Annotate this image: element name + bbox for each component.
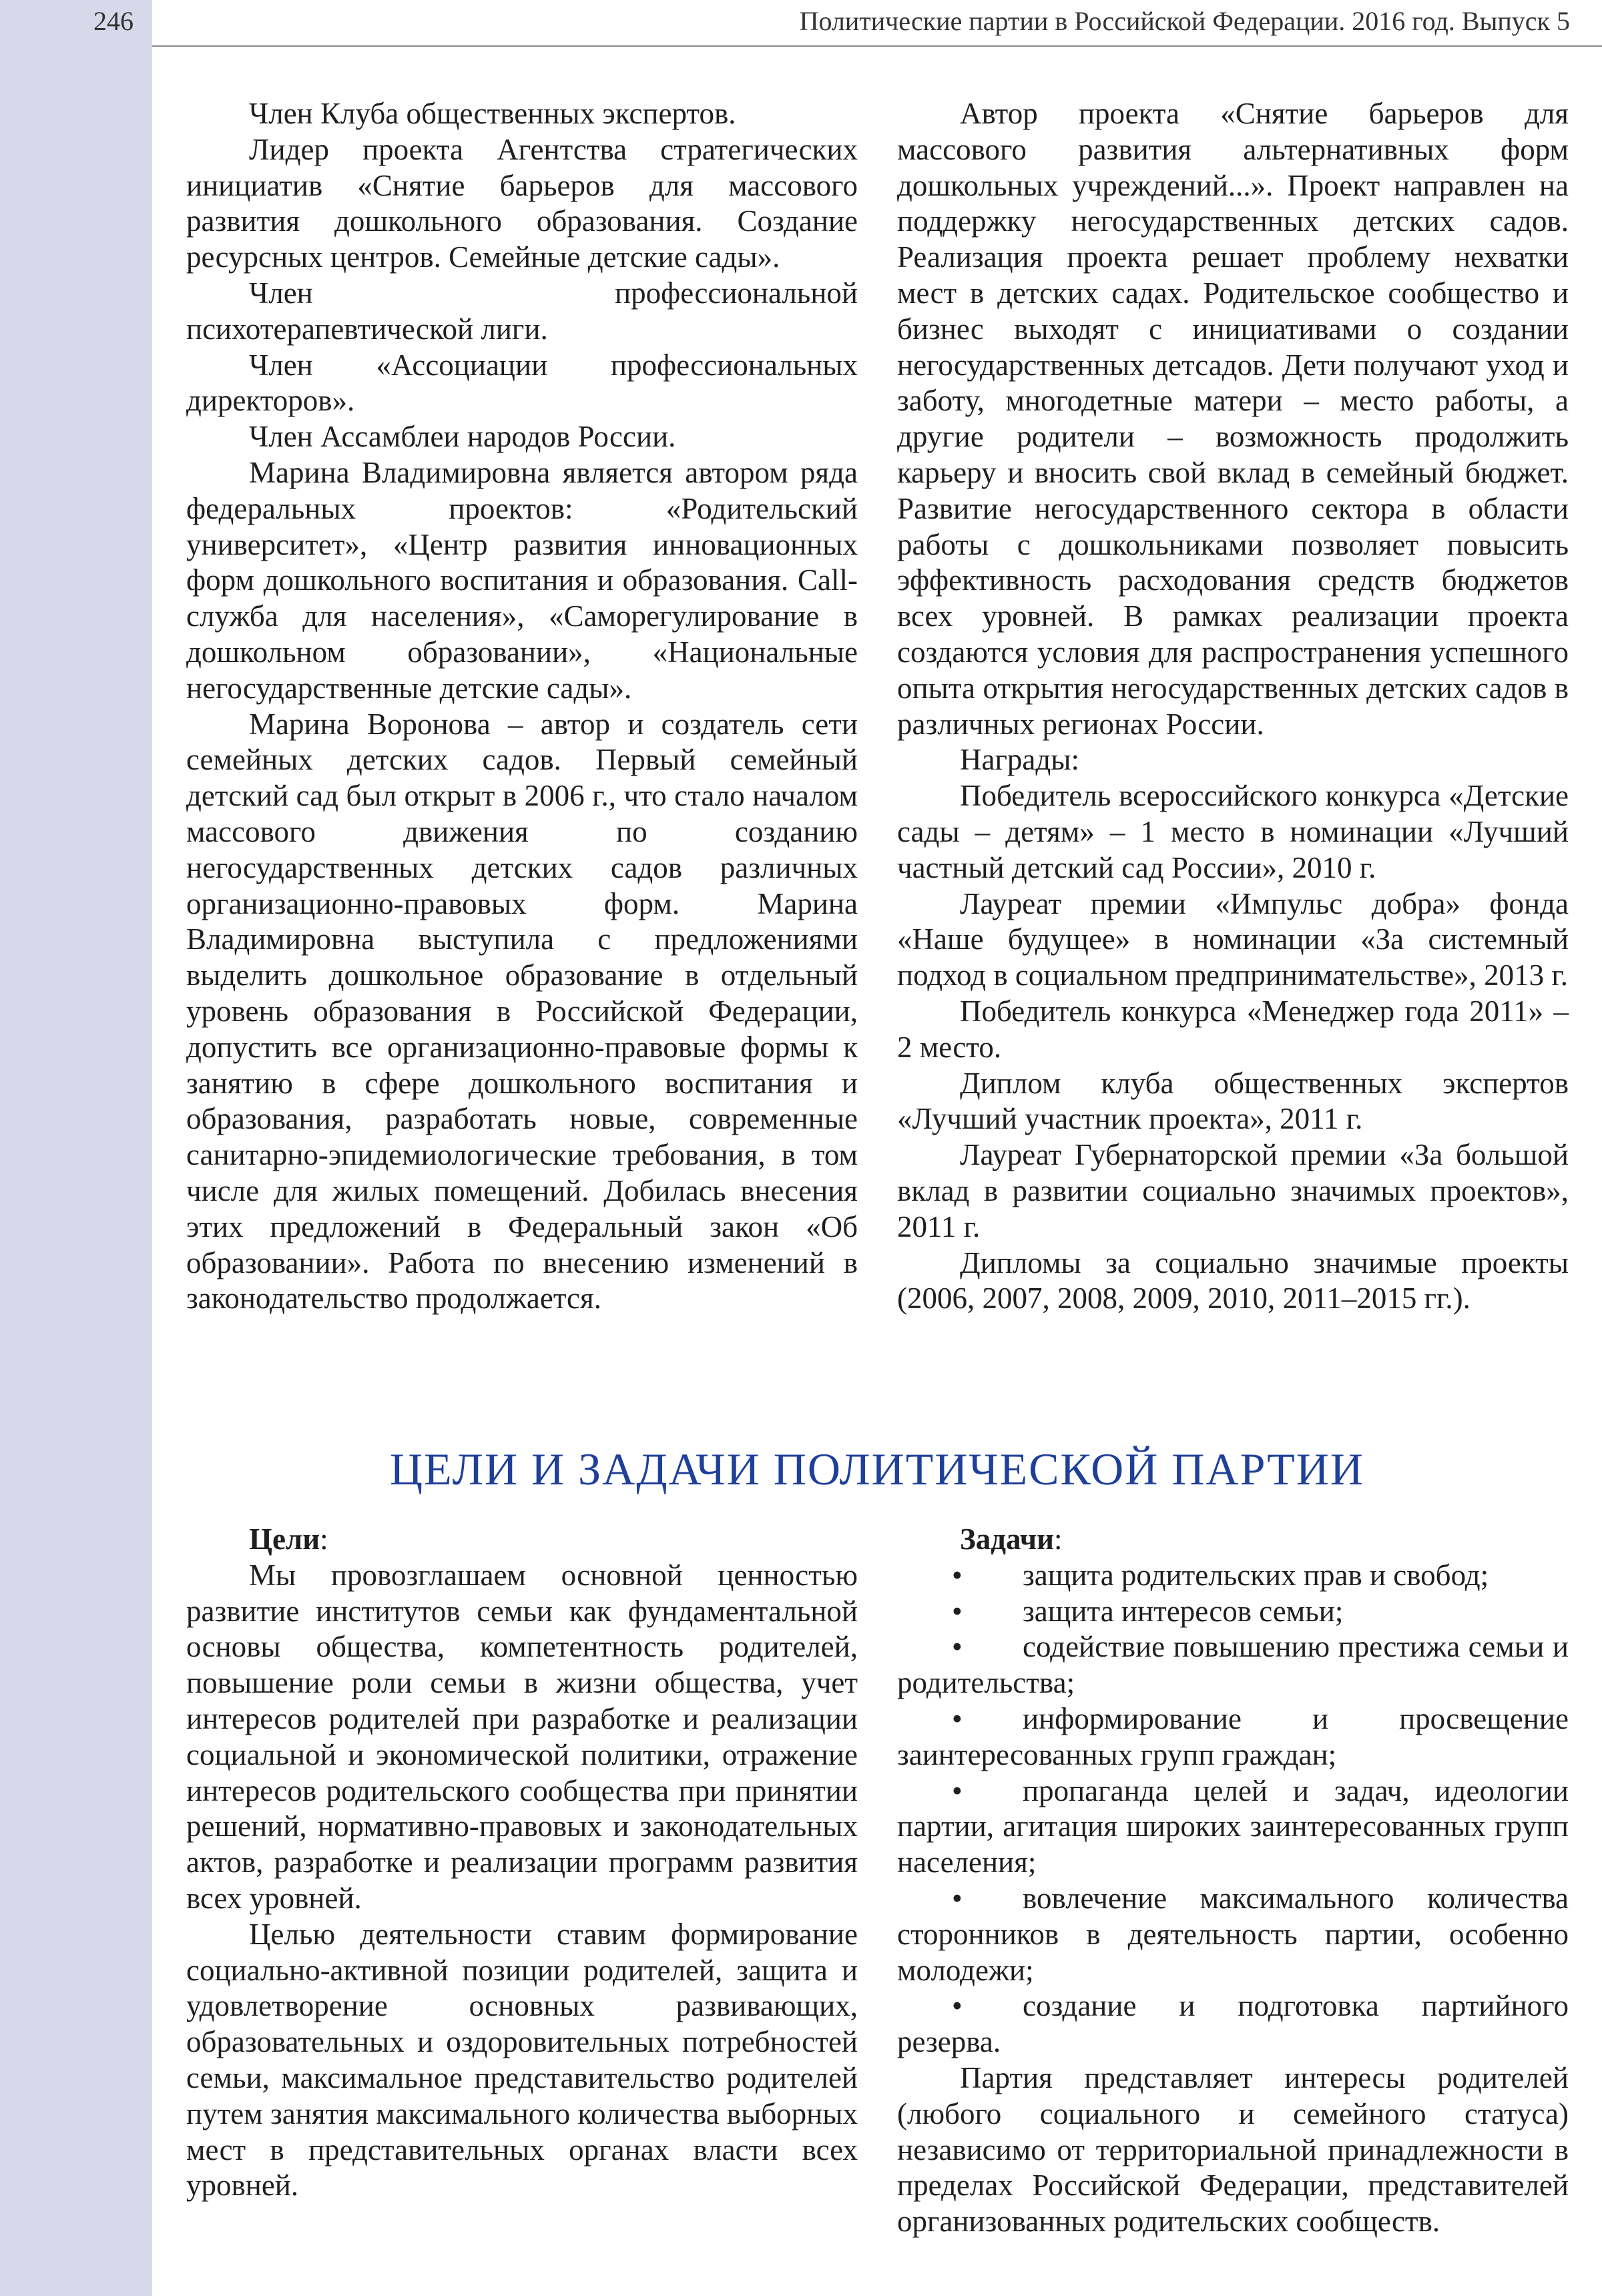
paragraph: Член Ассамблеи народов России.	[249, 420, 676, 454]
bullet-icon: •	[952, 1594, 963, 1628]
tasks-column	[897, 1522, 1569, 2240]
paragraph: Лидер проекта Агентства стратегических инициатив «Снятие барьеров для массового развития дошкольного образования. Создание ресурсных центров. Семейные детские сады».	[186, 132, 858, 274]
task-bullet	[897, 1881, 1569, 1988]
header-rule	[152, 45, 1602, 47]
left-column-top	[186, 96, 858, 1317]
task-text: создание и подготовка партийного резерва.	[897, 1989, 1569, 2059]
bullet-icon: •	[952, 1701, 963, 1735]
goals-colon: :	[320, 1522, 328, 1556]
page-number: 246	[93, 6, 134, 36]
paragraph: Автор проекта «Снятие барьеров для массового развития альтернативных форм дошкольных учреждений...». Проект направлен на поддержку негосударственных детских садов. Реализация проекта решает проблему нехватки мест в детских садах. Родительское сообщество и бизнес выходят с инициативами о создании негосударственных детсадов. Дети получают уход и заботу, многодетные матери – место работы, а другие родители – возможность продолжить карьеру и вносить свой вклад в семейный бюджет. Развитие негосударственного сектора в области работы с дошкольниками позволяет повысить эффективность расходования средств бюджетов всех уровней. В рамках реализации проекта создаются условия для распространения успешного опыта открытия негосударственных детских садов в различных регионах России.	[897, 97, 1569, 741]
goals-column	[186, 1522, 858, 2204]
award-item: Победитель конкурса «Менеджер года 2011» – 2 место.	[897, 994, 1569, 1064]
page-side-band	[0, 0, 152, 2296]
task-text: содействие повышению престижа семьи и родительства;	[897, 1630, 1569, 1700]
task-bullet	[897, 1701, 1569, 1773]
award-item: Лауреат Губернаторской премии «За большой вклад в развитии социально значимых проектов», 2011 г.	[897, 1138, 1569, 1243]
task-text: пропаганда целей и задач, идеологии партии, агитация широких заинтересованных групп населения;	[897, 1773, 1569, 1880]
task-bullet	[897, 1988, 1569, 2060]
task-text: защита интересов семьи;	[1023, 1594, 1344, 1628]
bullet-icon: •	[952, 1630, 963, 1664]
task-text: защита родительских прав и свобод;	[1023, 1558, 1489, 1592]
goals-heading	[186, 1522, 858, 1558]
running-title: Политические партии в Российской Федерации. 2016 год. Выпуск 5	[799, 6, 1570, 36]
task-bullet	[897, 1773, 1569, 1881]
paragraph: Член Клуба общественных экспертов.	[249, 97, 736, 130]
task-text: информирование и просвещение заинтересованных групп граждан;	[897, 1701, 1569, 1771]
paragraph: Мы провозглашаем основной ценностью развитие институтов семьи как фундаментальной основы общества, компетентность родителей, повышение роли семьи в жизни общества, учет интересов родителей при разработке и реализации социальной и экономической политики, отражение интересов родительского сообщества при принятии решений, нормативно-правовых и законодательных актов, разработке и реализации программ развития всех уровней.	[186, 1558, 858, 1915]
task-bullet	[897, 1594, 1569, 1630]
section-heading: ЦЕЛИ И ЗАДАЧИ ПОЛИТИЧЕСКОЙ ПАРТИИ	[390, 1444, 1364, 1494]
bullet-icon: •	[952, 1773, 963, 1807]
paragraph: Марина Воронова – автор и создатель сети семейных детских садов. Первый семейный детский сад был открыт в 2006 г., что стало началом массового движения по созданию негосударственных детских садов различных организационно-правовых форм. Марина Владимировна выступила с предложениями выделить дошкольное образование в отдельный уровень образования в Российской Федерации, допустить все организационно-правовые формы к занятию в сфере дошкольного воспитания и образования, разработать новые, современные санитарно-эпидемиологические требования, в том числе для жилых помещений. Добилась внесения этих предложений в Федеральный закон «Об образовании». Работа по внесению изменений в законодательство продолжается.	[186, 707, 858, 1316]
tasks-heading	[897, 1522, 1569, 1558]
task-bullet	[897, 1558, 1569, 1594]
awards-label: Награды:	[960, 743, 1080, 777]
award-item: Победитель всероссийского конкурса «Детские сады – детям» – 1 место в номинации «Лучший частный детский сад России», 2010 г.	[897, 779, 1569, 884]
paragraph: Член «Ассоциации профессиональных директоров».	[186, 348, 858, 418]
tasks-colon: :	[1054, 1522, 1063, 1556]
bullet-icon: •	[952, 1881, 963, 1915]
bullet-icon: •	[952, 1558, 963, 1592]
bullet-icon: •	[952, 1989, 963, 2023]
right-column-top	[897, 96, 1569, 1317]
paragraph: Партия представляет интересы родителей (любого социального и семейного статуса) независимо от территориальной принадлежности в пределах Российской Федерации, представителей организованных родительских сообществ.	[897, 2060, 1569, 2239]
task-text: вовлечение максимального количества сторонников в деятельность партии, особенно молодежи;	[897, 1881, 1569, 1987]
tasks-label: Задачи	[960, 1522, 1055, 1556]
paragraph: Член профессиональной психотерапевтической лиги.	[186, 276, 858, 346]
award-item: Дипломы за социально значимые проекты (2006, 2007, 2008, 2009, 2010, 2011–2015 гг.).	[897, 1245, 1569, 1316]
page-header	[0, 0, 1602, 51]
task-bullet	[897, 1629, 1569, 1701]
paragraph: Целью деятельности ставим формирование социально-активной позиции родителей, защита и удовлетворение основных развивающих, образовательных и оздоровительных потребностей семьи, максимальное представительство родителей путем занятия максимального количества выборных мест в представительных органах власти всех уровней.	[186, 1917, 858, 2203]
goals-label: Цели	[249, 1522, 320, 1556]
award-item: Лауреат премии «Импульс добра» фонда «Наше будущее» в номинации «За системный подход в социальном предпринимательстве», 2013 г.	[897, 886, 1569, 992]
paragraph: Марина Владимировна является автором ряда федеральных проектов: «Родительский университет», «Центр развития инновационных форм дошкольного воспитания и образования. Call-служба для населения», «Саморегулирование в дошкольном образовании», «Национальные негосударственные детские сады».	[186, 455, 858, 705]
award-item: Диплом клуба общественных экспертов «Лучший участник проекта», 2011 г.	[897, 1066, 1569, 1136]
